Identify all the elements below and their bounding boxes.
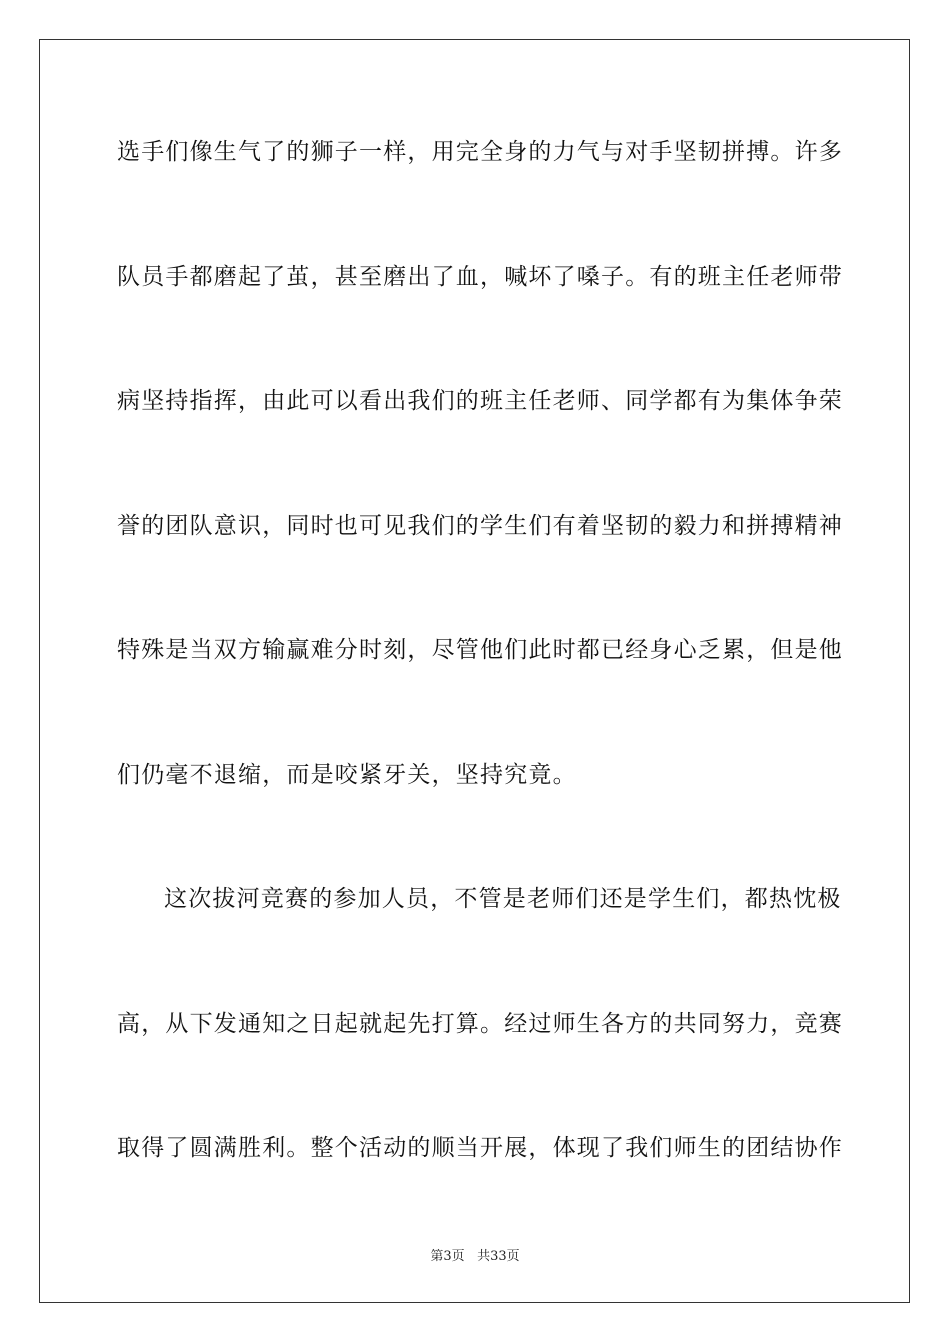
total-pages: 共33页 [477,1249,520,1264]
page-footer [0,1248,950,1266]
paragraph-line-3: 病坚持指挥，由此可以看出我们的班主任老师、同学都有为集体争荣 [117,388,843,414]
paragraph-line-1: 选手们像生气了的狮子一样，用完全身的力气与对手坚韧拼搏。许多 [117,139,843,165]
paragraph-line-2: 队员手都磨起了茧，甚至磨出了血，喊坏了嗓子。有的班主任老师带 [117,264,843,290]
paragraph-line-4: 誉的团队意识，同时也可见我们的学生们有着坚韧的毅力和拼搏精神 [117,513,843,539]
page-border [39,39,910,1303]
paragraph-line-8: 高，从下发通知之日起就起先打算。经过师生各方的共同努力，竞赛 [117,1011,843,1037]
paragraph-line-7: 这次拔河竞赛的参加人员，不管是老师们还是学生们，都热忱极 [164,886,842,912]
paragraph-line-6: 们仍毫不退缩，而是咬紧牙关，坚持究竟。 [117,762,577,788]
page-number: 第3页 [430,1249,465,1264]
paragraph-line-5: 特殊是当双方输赢难分时刻，尽管他们此时都已经身心乏累，但是他 [117,637,843,663]
paragraph-line-9: 取得了圆满胜利。整个活动的顺当开展，体现了我们师生的团结协作 [117,1135,843,1161]
